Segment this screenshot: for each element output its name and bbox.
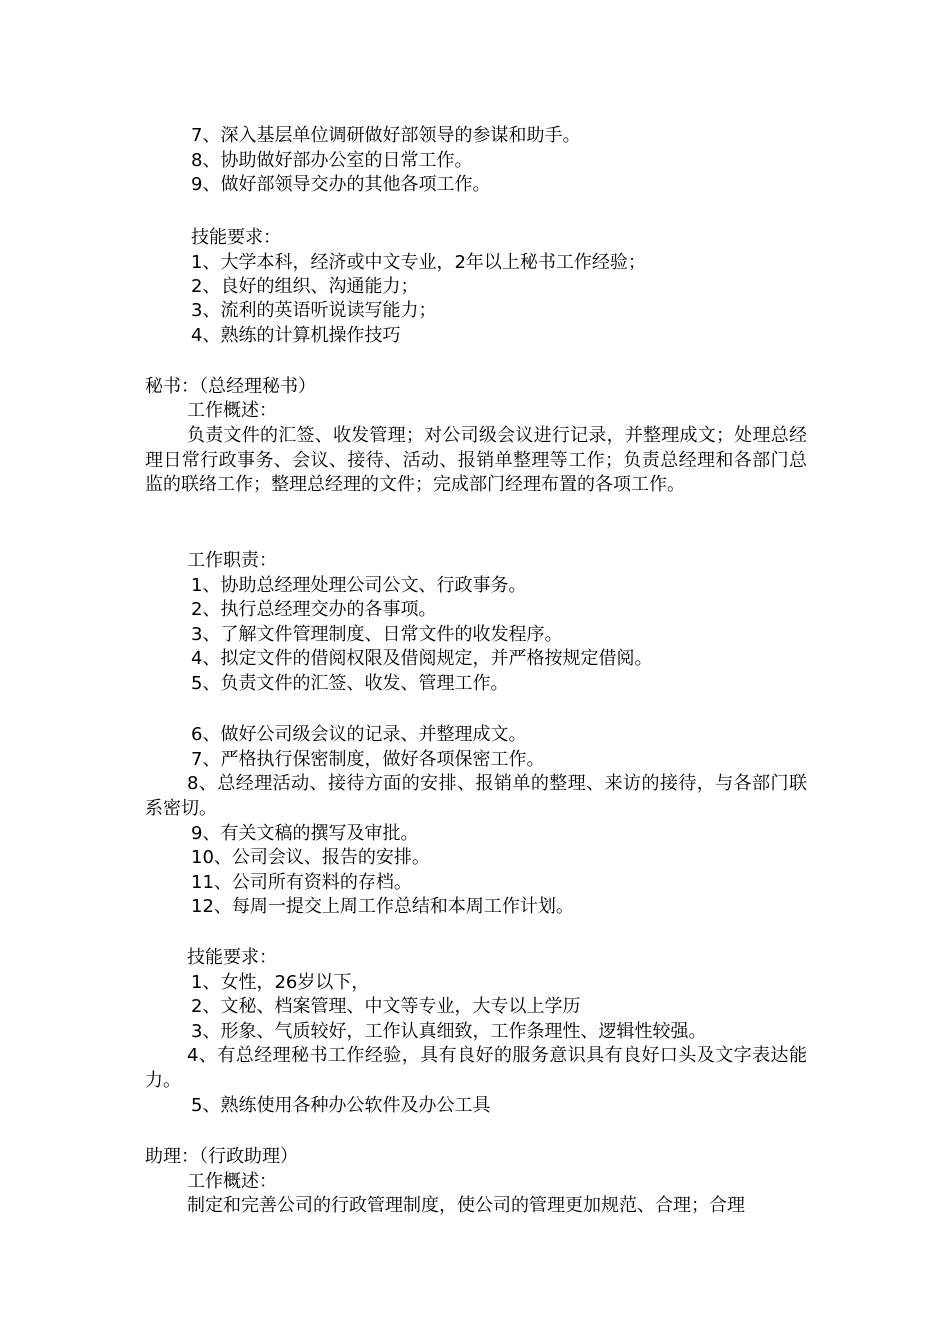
list-item: 9、有关文稿的撰写及审批。 (191, 823, 419, 844)
list-item: 11、公司所有资料的存档。 (191, 872, 412, 893)
list-item: 2、良好的组织、沟通能力； (191, 276, 419, 297)
list-item: 5、熟练使用各种办公软件及办公工具 (191, 1095, 491, 1116)
section-title-secretary: 秘书：（总经理秘书） (145, 376, 316, 397)
list-item: 2、文秘、档案管理、中文等专业，大专以上学历 (191, 996, 581, 1017)
duties-heading: 工作职责： (187, 550, 277, 571)
list-item: 3、形象、气质较好，工作认真细致，工作条理性、逻辑性较强。 (191, 1021, 707, 1042)
overview-heading: 工作概述： (187, 400, 277, 421)
list-item: 7、严格执行保密制度，做好各项保密工作。 (191, 749, 545, 770)
list-item: 4、有总经理秘书工作经验，具有良好的服务意识具有良好口头及文字表达能力。 (145, 1045, 807, 1091)
list-item: 1、协助总经理处理公司公文、行政事务。 (191, 575, 527, 596)
list-item: 3、流利的英语听说读写能力； (191, 300, 437, 321)
list-item: 4、拟定文件的借阅权限及借阅规定，并严格按规定借阅。 (191, 648, 653, 669)
list-item: 8、协助做好部办公室的日常工作。 (191, 150, 473, 171)
list-item: 8、总经理活动、接待方面的安排、报销单的整理、来访的接待，与各部门联系密切。 (145, 773, 807, 819)
list-item: 2、执行总经理交办的各事项。 (191, 599, 437, 620)
section-title-assistant: 助理：（行政助理） (145, 1146, 298, 1167)
list-item: 3、了解文件管理制度、日常文件的收发程序。 (191, 624, 563, 645)
overview-heading: 工作概述： (187, 1171, 277, 1192)
list-item: 6、做好公司级会议的记录、并整理成文。 (191, 724, 527, 745)
list-item: 5、负责文件的汇签、收发、管理工作。 (191, 673, 509, 694)
overview-paragraph: 负责文件的汇签、收发管理；对公司级会议进行记录，并整理成文；处理总经理日常行政事务、会议、接待、活动、报销单整理等工作；负责总经理和各部门总监的联络工作；整理总经理的文件；完成部门经理布置的各项工作。 (145, 425, 807, 495)
skills-heading: 技能要求： (187, 947, 277, 968)
list-item: 1、女性，26岁以下， (191, 972, 370, 993)
list-item: 7、深入基层单位调研做好部领导的参谋和助手。 (191, 125, 581, 146)
skills-heading: 技能要求： (191, 227, 281, 248)
list-item: 12、每周一提交上周工作总结和本周工作计划。 (191, 896, 574, 917)
overview-paragraph: 制定和完善公司的行政管理制度，使公司的管理更加规范、合理；合理 (187, 1195, 745, 1216)
list-item: 10、公司会议、报告的安排。 (191, 847, 430, 868)
list-item: 4、熟练的计算机操作技巧 (191, 325, 401, 346)
list-item: 9、做好部领导交办的其他各项工作。 (191, 174, 491, 195)
list-item: 1、大学本科，经济或中文专业，2年以上秘书工作经验； (191, 252, 646, 273)
